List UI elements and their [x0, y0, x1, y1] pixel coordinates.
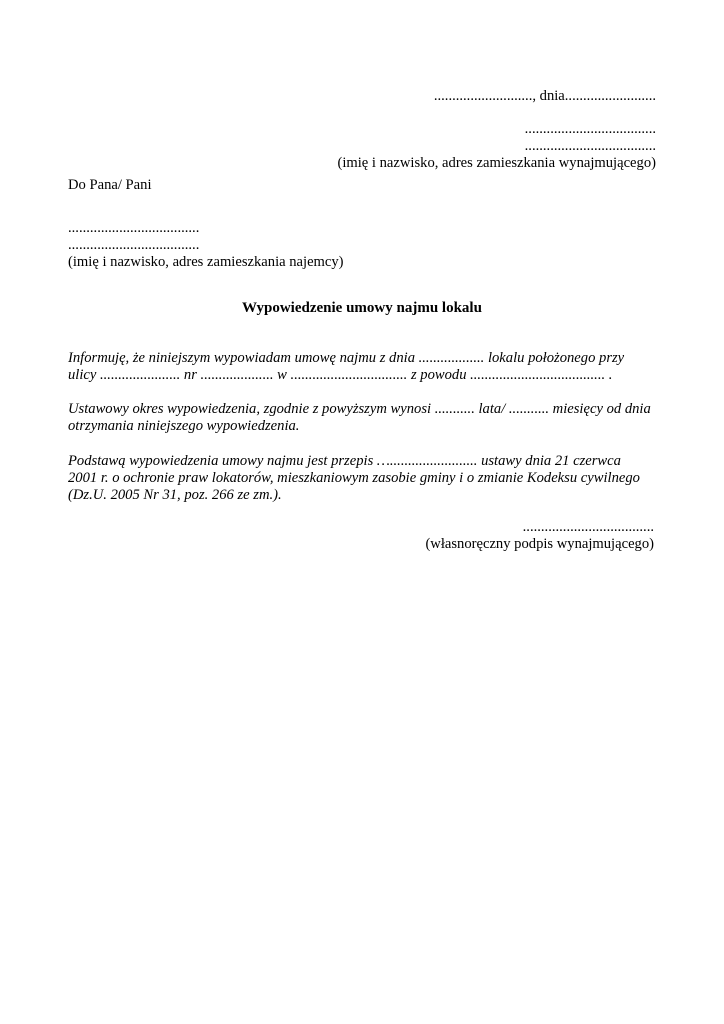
sender-caption: (imię i nazwisko, adres zamieszkania wynajmującego) — [337, 155, 656, 171]
place-date-line: ..........................., dnia......................... — [433, 88, 656, 104]
recipient-line-2: .................................... — [68, 237, 200, 253]
paragraph-legal-line-3: (Dz.U. 2005 Nr 31, poz. 266 ze zm.). — [68, 487, 282, 503]
paragraph-notice-line-2: ulicy ...................... nr .................... w ................................ z powodu ..................................... . — [68, 367, 613, 383]
paragraph-legal-line-2: 2001 r. o ochronie praw lokatorów, mieszkaniowym zasobie gminy i o zmianie Kodeksu cywilnego — [68, 470, 640, 486]
paragraph-notice-line-1: Informuję, że niniejszym wypowiadam umowę najmu z dnia .................. lokalu położonego przy — [68, 350, 625, 366]
recipient-line-1: .................................... — [68, 220, 200, 236]
signature-caption: (własnoręczny podpis wynajmującego) — [425, 536, 654, 552]
paragraph-notice — [68, 350, 660, 384]
recipient-salutation — [68, 177, 152, 194]
place-date — [434, 88, 656, 105]
sender-block — [337, 121, 656, 172]
sender-line-1: .................................... — [524, 121, 656, 137]
paragraph-notice-period — [68, 401, 660, 435]
paragraph-period-line-1: Ustawowy okres wypowiedzenia, zgodnie z powyższym wynosi ........... lata/ ........... miesięcy od dnia — [68, 401, 651, 417]
signature-line: .................................... — [522, 519, 654, 535]
paragraph-period-line-2: otrzymania niniejszego wypowiedzenia. — [68, 418, 300, 434]
salutation-text: Do Pana/ Pani — [68, 177, 152, 193]
paragraph-legal-line-1: Podstawą wypowiedzenia umowy najmu jest przepis …........................ ustawy dnia 21 czerwca — [68, 453, 621, 469]
signature-block — [425, 519, 654, 553]
sender-line-2: .................................... — [524, 138, 656, 154]
recipient-caption: (imię i nazwisko, adres zamieszkania najemcy) — [68, 254, 344, 270]
document-title: Wypowiedzenie umowy najmu lokalu — [242, 300, 482, 316]
recipient-block — [68, 220, 344, 271]
paragraph-legal-basis — [68, 453, 660, 504]
